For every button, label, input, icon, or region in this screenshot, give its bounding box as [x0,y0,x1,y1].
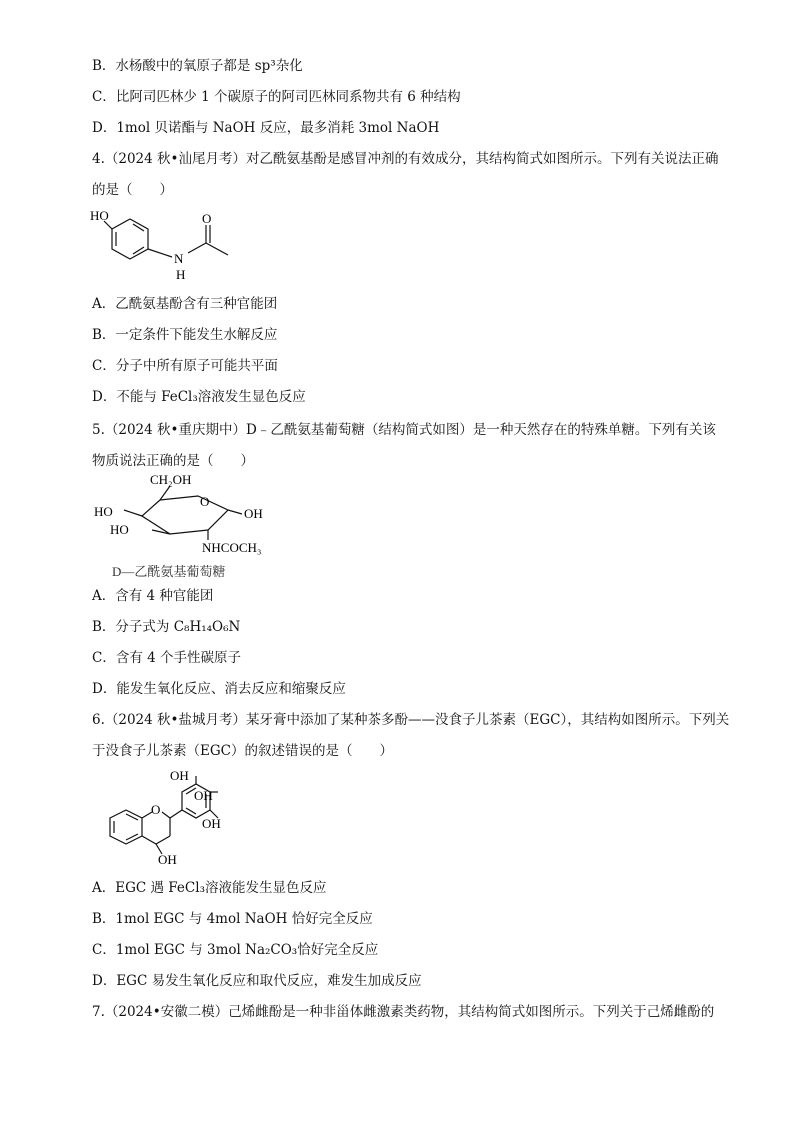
q5-option-c: C．含有 4 个手性碳原子 [92,650,242,666]
q4-option-d: D．不能与 FeCl₃溶液发生显色反应 [92,389,306,405]
q5-label-ring-o: O [200,494,210,509]
q6-structure-figure [90,770,240,870]
q5-figure-caption: D—乙酰氨基葡萄糖 [112,564,226,579]
q4-label-n: N [174,251,184,266]
q5-stem-line2: 物质说法正确的是（ ） [92,453,254,469]
q6-option-a: A．EGC 遇 FeCl₃溶液能发生显色反应 [92,880,327,896]
q3-option-d: D．1mol 贝诺酯与 NaOH 反应，最多消耗 3mol NaOH [92,120,440,136]
q6-option-c: C．1mol EGC 与 3mol Na₂CO₃恰好完全反应 [92,942,379,958]
q5-structure-figure [90,472,280,582]
q4-label-h: H [176,267,186,282]
q6-label-ring-o: O [151,802,161,817]
q4-stem-line2: 的是（ ） [92,182,173,198]
q6-stem-line2: 于没食子儿茶素（EGC）的叙述错误的是（ ） [92,743,393,759]
q6-option-d: D．EGC 易发生氧化反应和取代反应，难发生加成反应 [92,973,422,989]
q6-label-oh-bottom: OH [158,852,177,867]
q5-label-ho-lower: HO [110,522,129,537]
q5-option-b: B．分子式为 C₈H₁₄O₆N [92,619,241,635]
q4-option-c: C．分子中所有原子可能共平面 [92,358,278,374]
q4-label-ho: HO [90,208,109,223]
q7-stem-line1: 7.（2024•安徽二模）己烯雌酚是一种非甾体雌激素类药物，其结构简式如图所示。下列关于己烯雌酚的 [92,1004,715,1020]
q4-option-a: A．乙酰氨基酚含有三种官能团 [92,296,278,312]
q4-option-b: B．一定条件下能发生水解反应 [92,327,278,343]
q6-stem-line1: 6.（2024 秋•盐城月考）某牙膏中添加了某种茶多酚——没食子儿茶素（EGC），其结构如图所示。下列关 [92,712,730,728]
q6-option-b: B．1mol EGC 与 4mol NaOH 恰好完全反应 [92,911,373,927]
q5-label-ch2oh: CH₂OH [150,472,192,487]
q5-option-a: A．含有 4 种官能团 [92,588,214,604]
q5-label-ho-left: HO [94,504,113,519]
q6-label-oh-top: OH [170,770,189,783]
q4-stem-line1: 4.（2024 秋•汕尾月考）对乙酰氨基酚是感冒冲剂的有效成分，其结构简式如图所示。下列有关说法正确 [92,151,719,167]
q5-stem-line1: 5.（2024 秋•重庆期中）D﹣乙酰氨基葡萄糖（结构简式如图）是一种天然存在的特殊单糖。下列有关该 [92,422,716,438]
q3-option-b: B．水杨酸中的氧原子都是 sp³杂化 [92,58,303,74]
q5-label-oh: OH [244,506,263,521]
q5-option-d: D．能发生氧化反应、消去反应和缩聚反应 [92,681,346,697]
q4-label-o: O [202,211,212,226]
q6-label-oh-upper-right: OH [194,788,213,803]
q4-structure-figure [90,205,250,285]
q6-label-oh-right: OH [202,816,221,831]
q3-option-c: C．比阿司匹林少 1 个碳原子的阿司匹林同系物共有 6 种结构 [92,89,461,105]
q5-label-nhcoch3: NHCOCH₃ [202,540,262,555]
